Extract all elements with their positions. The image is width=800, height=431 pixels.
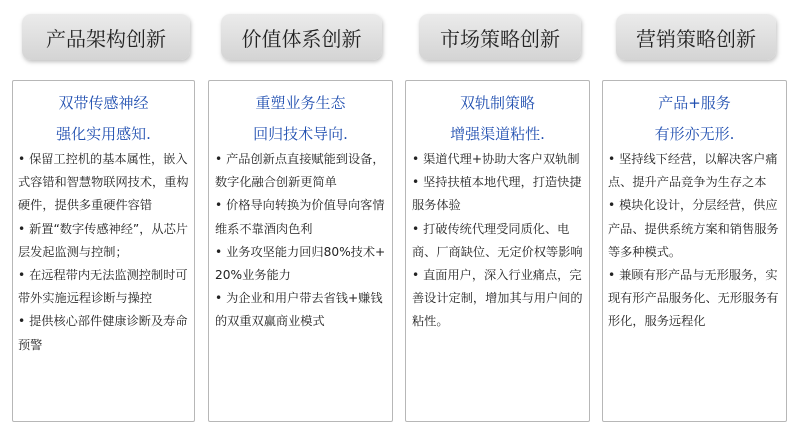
column-header-marketing-strategy: 营销策略创新 — [616, 14, 776, 60]
bullet-item: • 打破传统代理受同质化、电商、厂商缺位、无定价权等影响 — [412, 221, 583, 259]
column-header-market-strategy: 市场策略创新 — [419, 14, 581, 60]
column-bullet-list — [215, 148, 387, 334]
column-title-line1: 重塑业务生态 — [255, 94, 346, 112]
bullet-item: • 价格导向转换为价值导向客情维系不靠酒肉色利 — [215, 198, 385, 236]
column-title-line2: 回归技术导向. — [253, 125, 348, 143]
column-title-line2: 增强渠道粘性. — [450, 125, 545, 143]
bullet-item: • 兼顾有形产品与无形服务，实现有形产品服务化、无形服务有形化，服务远程化 — [608, 268, 779, 329]
bullet-item: • 坚持线下经营，以解决客户痛点、提升产品竞争为生存之本 — [608, 152, 778, 190]
column-title-line2: 有形亦无形. — [654, 125, 735, 143]
column-header-product-architecture: 产品架构创新 — [22, 14, 190, 60]
column-title-line2: 强化实用感知. — [56, 125, 151, 143]
column-bullet-list — [18, 148, 190, 357]
bullet-item: • 业务攻坚能力回归80%技术+20%业务能力 — [215, 244, 386, 283]
column-header-value-system: 价值体系创新 — [221, 14, 382, 60]
bullet-item: • 坚持扶植本地代理，打造快捷服务体验 — [412, 175, 582, 213]
bullet-item: • 保留工控机的基本属性，嵌入式容错和智慧物联网技术，重构硬件，提供多重硬件容错 — [18, 152, 189, 213]
column-bullet-list — [608, 148, 782, 334]
bullet-item: • 提供核心部件健康诊断及寿命预警 — [18, 314, 188, 352]
column-title-line1: 产品+服务 — [658, 94, 731, 112]
bullet-item: • 在远程带内无法监测控制时可带外实施远程诊断与操控 — [18, 268, 188, 306]
bullet-item: • 产品创新点直接赋能到设备，数字化融合创新更简单 — [215, 152, 385, 190]
column-title-line1: 双带传感神经 — [58, 94, 149, 112]
column-bullet-list — [412, 148, 584, 334]
column-title-line1: 双轨制策略 — [459, 94, 535, 112]
bullet-item: • 新置“数字传感神经”，从芯片层发起监测与控制； — [18, 221, 188, 259]
bullet-item: • 渠道代理+协助大客户双轨制 — [412, 152, 580, 166]
bullet-item: • 为企业和用户带去省钱+赚钱的双重双赢商业模式 — [215, 291, 383, 329]
bullet-item: • 直面用户，深入行业痛点，完善设计定制，增加其与用户间的粘性。 — [412, 268, 583, 329]
bullet-item: • 模块化设计，分层经营，供应产品、提供系统方案和销售服务等多种模式。 — [608, 198, 779, 259]
